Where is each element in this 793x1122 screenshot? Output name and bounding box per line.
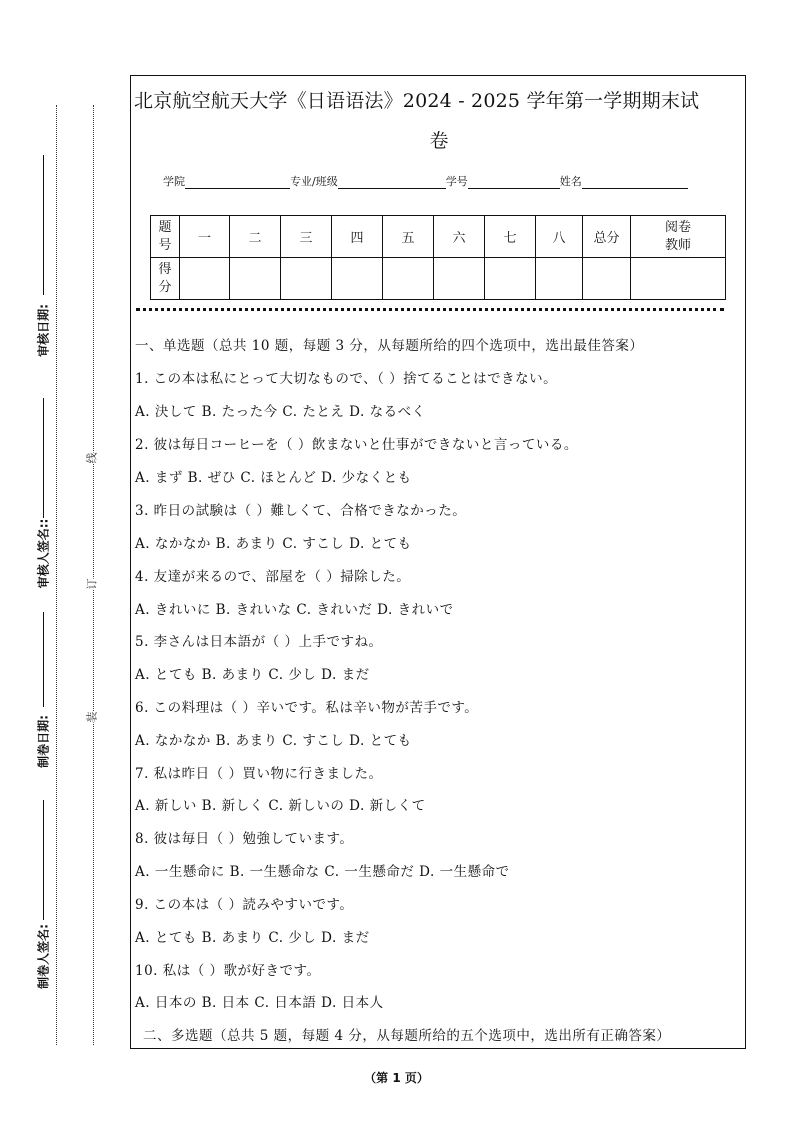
question-7: 7. 私は昨日（ ）買い物に行きました。 [135, 766, 383, 782]
maker-sign-label: 制卷人签名: [36, 924, 51, 989]
options-2: A. まず B. ぜひ C. ほとんど D. 少なくとも [135, 470, 412, 486]
section1-header: 一、单选题（总共 10 题，每题 3 分，从每题所给的四个选项中，选出最佳答案） [135, 338, 644, 354]
bind-char-ding: 订 [82, 579, 102, 590]
bind-char-xian: 线 [82, 453, 102, 464]
col-7: 七 [485, 216, 536, 258]
score-table-score-row [151, 258, 726, 300]
score-table [150, 215, 726, 300]
col-4: 四 [332, 216, 383, 258]
score-cell[interactable] [631, 258, 726, 300]
question-6: 6. この料理は（ ）辛いです。私は辛い物が苦手です。 [135, 700, 479, 716]
question-10: 10. 私は（ ）歌が好きです。 [135, 963, 321, 979]
bind-char-zhuang: 装 [82, 712, 102, 723]
col-grader: 阅卷 教师 [631, 216, 726, 258]
col-total: 总分 [583, 216, 631, 258]
col-3: 三 [281, 216, 332, 258]
options-1: A. 決して B. たった今 C. たとえ D. なるべく [135, 404, 426, 420]
reviewer-date-line [43, 155, 44, 295]
section2-header: 二、多选题（总共 5 题，每题 4 分，从每题所给的五个选项中，选出所有正确答案） [143, 1028, 671, 1044]
score-cell[interactable] [332, 258, 383, 300]
inner-dotted-line [93, 105, 94, 1045]
maker-date-line [43, 612, 44, 707]
options-3: A. なかなか B. あまり C. すこし D. とても [135, 536, 412, 552]
col-8: 八 [536, 216, 583, 258]
options-7: A. 新しい B. 新しく C. 新しいの D. 新しくて [135, 798, 426, 814]
question-4: 4. 友達が来るので、部屋を（ ）掃除した。 [135, 569, 411, 585]
score-cell[interactable] [230, 258, 281, 300]
student-id-label: 学号 [445, 175, 468, 188]
question-8: 8. 彼は毎日（ ）勉強しています。 [135, 831, 354, 847]
header-cell-question: 题 号 [151, 216, 180, 258]
question-9: 9. この本は（ ）読みやすいです。 [135, 897, 354, 913]
college-field[interactable] [185, 176, 290, 189]
reviewer-sign-line [43, 398, 44, 518]
header-cell-score: 得 分 [151, 258, 180, 300]
score-cell[interactable] [383, 258, 434, 300]
col-5: 五 [383, 216, 434, 258]
options-4: A. きれいに B. きれいな C. きれいだ D. きれいで [135, 602, 454, 618]
question-3: 3. 昨日の試験は（ ）難しくて、合格できなかった。 [135, 503, 467, 519]
score-cell[interactable] [536, 258, 583, 300]
name-label: 姓名 [559, 175, 582, 188]
question-2: 2. 彼は毎日コーヒーを（ ）飲まないと仕事ができないと言っている。 [135, 437, 578, 453]
score-cell[interactable] [434, 258, 485, 300]
score-table-header-row [151, 216, 726, 258]
col-1: 一 [180, 216, 230, 258]
maker-date-label: 制卷日期: [36, 715, 51, 768]
score-cell[interactable] [583, 258, 631, 300]
options-9: A. とても B. あまり C. 少し D. まだ [135, 930, 370, 946]
major-label: 专业/班级 [290, 175, 338, 188]
options-10: A. 日本の B. 日本 C. 日本語 D. 日本人 [135, 995, 384, 1011]
score-cell[interactable] [485, 258, 536, 300]
separator-dotted-line [136, 308, 724, 311]
options-5: A. とても B. あまり C. 少し D. まだ [135, 667, 370, 683]
outer-dotted-line [56, 105, 57, 1045]
page-number: （第 1 页） [364, 1071, 429, 1085]
score-cell[interactable] [281, 258, 332, 300]
exam-title: 北京航空航天大学《日语语法》2024 - 2025 学年第一学期期末试 [134, 90, 700, 112]
major-field[interactable] [338, 176, 446, 189]
college-label: 学院 [163, 175, 185, 188]
options-8: A. 一生懸命に B. 一生懸命な C. 一生懸命だ D. 一生懸命で [135, 864, 510, 880]
exam-title-continued: 卷 [429, 130, 449, 152]
maker-sign-line [43, 800, 44, 920]
col-6: 六 [434, 216, 485, 258]
reviewer-sign-label: 审核人签名:: [36, 518, 51, 589]
reviewer-date-label: 审核日期: [36, 304, 51, 357]
student-id-field[interactable] [468, 176, 560, 189]
score-cell[interactable] [180, 258, 230, 300]
options-6: A. なかなか B. あまり C. すこし D. とても [135, 733, 412, 749]
student-info-row [163, 173, 688, 189]
question-1: 1. この本は私にとって大切なもので、（ ）捨てることはできない。 [135, 371, 558, 387]
name-field[interactable] [582, 176, 688, 189]
question-5: 5. 李さんは日本語が（ ）上手ですね。 [135, 634, 383, 650]
col-2: 二 [230, 216, 281, 258]
